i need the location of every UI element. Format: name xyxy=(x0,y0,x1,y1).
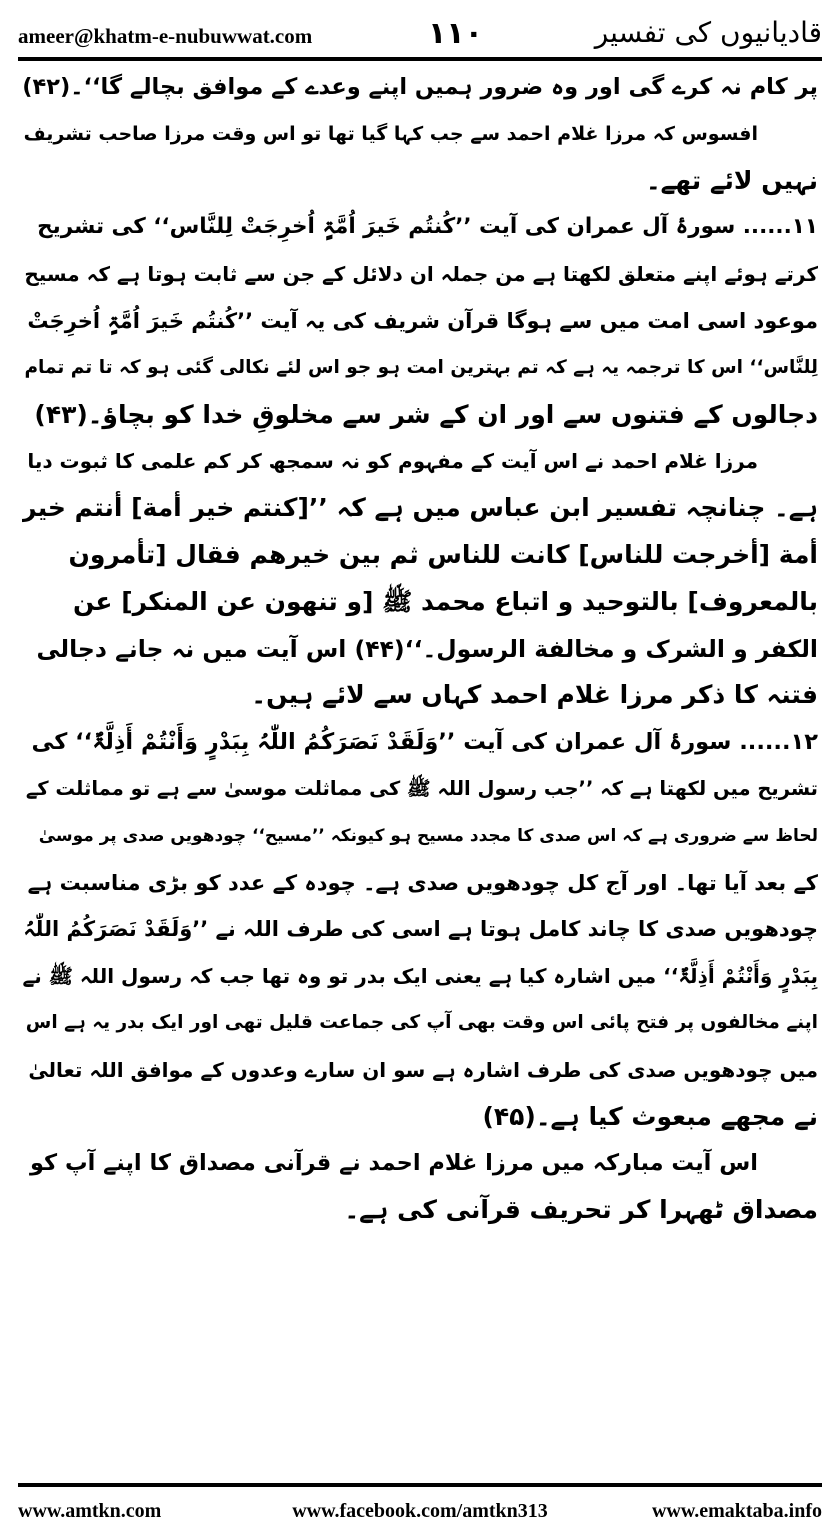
footer-link-amtkn[interactable]: www.amtkn.com xyxy=(18,1500,162,1522)
text-line: ۱۲...... سورۂ آل عمران کی آیت ’’وَلَقَدْ نَصَرَکُمُ اللّٰہُ بِبَدْرٍ وَأَنْتُمْ أَذِلَّۃٌ‘‘ کی xyxy=(31,729,818,756)
text-line: فتنہ کا ذکر مرزا غلام احمد کہاں سے لائے ہیں۔ xyxy=(251,680,818,710)
footer-link-emaktaba[interactable]: www.emaktaba.info xyxy=(651,1500,822,1522)
text-line: مرزا غلام احمد نے اس آیت کے مفہوم کو نہ سمجھ کر کم علمی کا ثبوت دیا xyxy=(27,449,758,474)
text-line: نے مجھے مبعوث کیا ہے۔(۴۵) xyxy=(482,1101,818,1131)
text-line: بِبَدْرٍ وَأَنْتُمْ أَذِلَّۃٌ‘‘ میں اشارہ کیا ہے یعنی ایک بدر تو وہ تھا جب کہ رسول اللہ ﷺ نے xyxy=(22,964,818,989)
footer-divider xyxy=(18,1483,822,1487)
text-line: لِلنَّاس‘‘ اس کا ترجمہ یہ ہے کہ تم بہترین امت ہو جو اس لئے نکالی گئی ہو کہ تا تم تمام xyxy=(24,356,818,378)
text-line: لحاظ سے ضروری ہے کہ اس صدی کا مجدد مسیح ہو کیونکہ ’’مسیح‘‘ چودھویں صدی پر موسیٰ xyxy=(38,825,818,846)
text-line: أمة [أخرجت للناس] کانت للناس ثم بین خیرهم فقال [تأمرون xyxy=(68,539,818,569)
book-title: قادیانیوں کی تفسیر xyxy=(594,16,822,49)
page-footer xyxy=(18,1500,822,1530)
text-line: کے بعد آیا تھا۔ اور آج کل چودھویں صدی ہے۔ چودہ کے عدد کو بڑی مناسبت ہے xyxy=(27,870,818,895)
text-line: کرتے ہوئے اپنے متعلق لکھتا ہے من جملہ ان دلائل کے جن سے ثابت ہوتا ہے کہ مسیح xyxy=(24,262,818,287)
text-line: نہیں لائے تھے۔ xyxy=(646,165,818,195)
text-line: چودھویں صدی کا چاند کامل ہوتا ہے اسی کی طرف اللہ نے ’’وَلَقَدْ نَصَرَکُمُ اللّٰہُ xyxy=(23,917,818,942)
header-email: ameer@khatm-e-nubuwwat.com xyxy=(18,24,313,48)
footer-link-facebook[interactable]: www.facebook.com/amtkn313 xyxy=(292,1500,548,1522)
text-line: تشریح میں لکھتا ہے کہ ’’جب رسول اللہ ﷺ کی مماثلت موسیٰ سے ہے تو مماثلت کے xyxy=(25,776,818,800)
text-line: میں چودھویں صدی کی طرف اشارہ ہے سو ان سارے وعدوں کے موافق اللہ تعالیٰ xyxy=(28,1057,818,1082)
text-line: موعود اسی امت میں سے ہوگا قرآن شریف کی یہ آیت ’’کُنتُم خَیرَ اُمَّۃٍ اُخرِجَتْ xyxy=(27,308,818,333)
text-line: پر کام نہ کرے گی اور وہ ضرور ہمیں اپنے وعدے کے موافق بچالے گا‘‘۔(۴۲) xyxy=(22,74,818,100)
page-number: ۱۱۰ xyxy=(428,16,483,51)
page-header xyxy=(18,12,822,56)
text-line: الکفر و الشرک و مخالفة الرسول۔‘‘(۴۴) اس آیت میں نہ جانے دجالی xyxy=(36,634,818,663)
text-line: ہے۔ چنانچہ تفسیر ابن عباس میں ہے کہ ’’[کنتم خیر أمة] أنتم خیر xyxy=(22,493,818,523)
text-line: اپنے مخالفوں پر فتح پائی اس وقت بھی آپ کی جماعت قلیل تھی اور ایک بدر یہ ہے اس xyxy=(25,1011,818,1033)
text-line: اس آیت مبارکہ میں مرزا غلام احمد نے قرآنی مصداق کا اپنے آپ کو xyxy=(29,1150,758,1177)
page-body xyxy=(22,64,818,1469)
text-line: بالمعروف] بالتوحید و اتباع محمد ﷺ [و تنهون عن المنکر] عن xyxy=(72,586,818,616)
text-line: ۱۱...... سورۂ آل عمران کی آیت ’’کُنتُم خَیرَ اُمَّۃٍ اُخرِجَتْ لِلنَّاس‘‘ کی تشریح xyxy=(37,214,818,240)
header-divider xyxy=(18,57,822,61)
text-line: دجالوں کے فتنوں سے اور ان کے شر سے مخلوقِ خدا کو بچاؤ۔(۴۳) xyxy=(34,399,818,429)
text-line: مصداق ٹھہرا کر تحریف قرآنی کی ہے۔ xyxy=(344,1195,818,1225)
text-line: افسوس کہ مرزا غلام احمد سے جب کہا گیا تھا تو اس وقت مرزا صاحب تشریف xyxy=(23,122,758,145)
